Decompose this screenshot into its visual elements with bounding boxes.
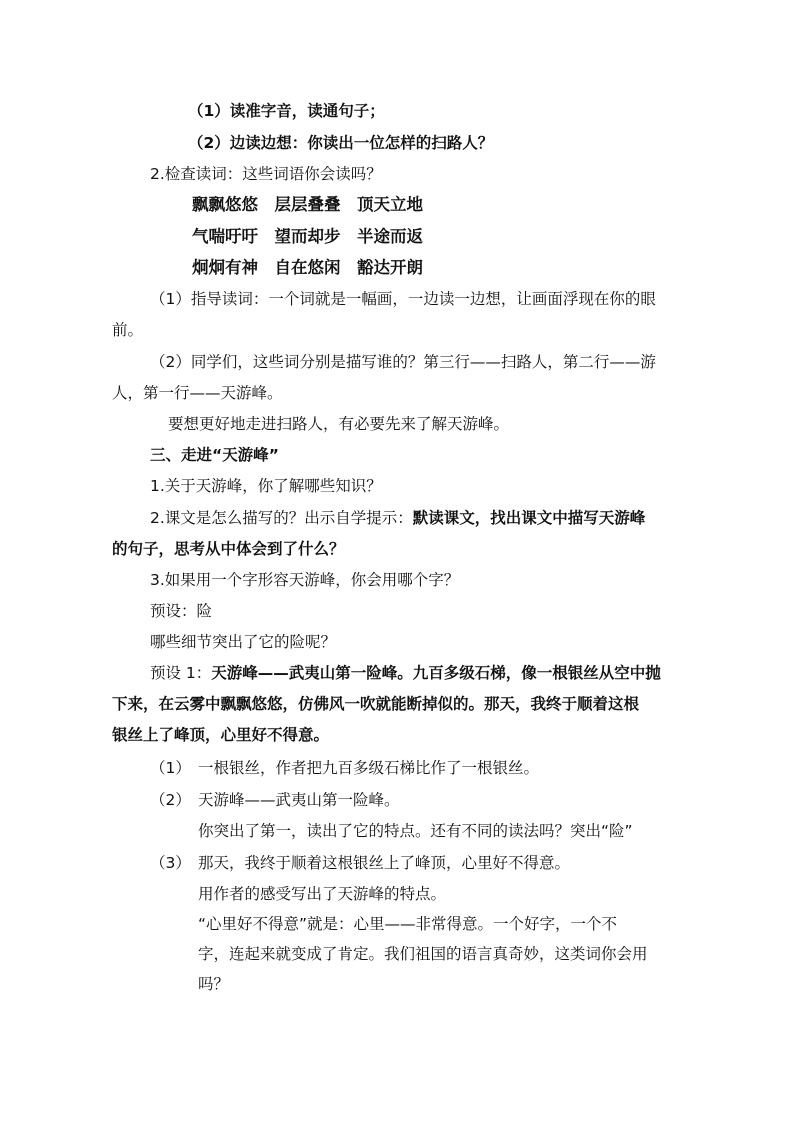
item-3-text: 那天，我终于顺着这根银丝上了峰顶，心里好不得意。: [198, 854, 571, 872]
item-3-number: （3）: [150, 854, 191, 872]
guide-reading-line-2: 前。: [112, 321, 144, 339]
item-2-number: （2）: [150, 791, 191, 809]
word-row-2: 气喘吁吁 望而却步 半途而返: [192, 227, 423, 246]
preset-1-quote: 天游峰——武夷山第一险峰。九百多级石梯，像一根银丝从空中抛: [211, 664, 661, 682]
words-describe-line-2: 人，第一行——天游峰。: [112, 384, 283, 402]
question-1: 1.关于天游峰，你了解哪些知识？: [150, 477, 382, 495]
preset-answer: 预设：险: [150, 602, 213, 620]
question-2-line-2: 的句子，思考从中体会到了什么？: [112, 540, 345, 558]
item-1-text: 一根银丝，作者把九百多级石梯比作了一根银丝。: [198, 759, 540, 777]
item-3-comment: 用作者的感受写出了天游峰的特点。: [198, 885, 447, 903]
preset-1-line-3: 银丝上了峰顶，心里好不得意。: [112, 726, 330, 744]
question-3: 3.如果用一个字形容天游峰，你会用哪个字？: [150, 571, 460, 589]
item-1-number: （1）: [150, 759, 191, 777]
preset-1-label: 预设 1：: [150, 664, 212, 682]
details-question: 哪些细节突出了它的险呢？: [150, 633, 337, 651]
explanation-line-3: 吗？: [198, 975, 230, 993]
self-study-hint: 默读课文，找出课文中描写天游峰: [412, 509, 646, 527]
question-2-prompt: 2.课文是怎么描写的？出示自学提示：: [150, 509, 413, 527]
item-2-comment: 你突出了第一，读出了它的特点。还有不同的读法吗？突出“险”: [198, 822, 633, 840]
preset-1-line-2: 下来，在云雾中飘飘悠悠，仿佛风一吹就能断掉似的。那天，我终于顺着这根: [112, 695, 640, 713]
words-describe-line-1: （2）同学们，这些词分别是描写谁的？第三行——扫路人，第二行——游: [150, 353, 656, 371]
explanation-line-2: 字，连起来就变成了肯定。我们祖国的语言真奇妙，这类词你会用: [198, 945, 648, 963]
transition-sentence: 要想更好地走进扫路人，有必要先来了解天游峰。: [168, 415, 510, 433]
question-2-line-1: [150, 507, 645, 529]
item-2-text: 天游峰——武夷山第一险峰。: [198, 791, 400, 809]
guide-reading-line-1: （1）指导读词：一个词就是一幅画，一边读一边想，让画面浮现在你的眼: [150, 290, 656, 308]
section-heading-3: 三、走进“天游峰”: [150, 446, 279, 464]
preset-1-line-1: [150, 662, 661, 684]
word-row-3: 炯炯有神 自在悠闲 豁达开朗: [192, 258, 423, 277]
step-2-read-and-think: （2）边读边想：你读出一位怎样的扫路人？: [188, 134, 494, 152]
explanation-line-1: “心里好不得意”就是：心里——非常得意。一个好字，一个不: [198, 915, 618, 933]
word-row-1: 飘飘悠悠 层层叠叠 顶天立地: [192, 195, 423, 214]
check-word-reading: 2.检查读词：这些词语你会读吗？: [150, 165, 382, 183]
step-1-read-accurately: （1）读准字音，读通句子；: [188, 102, 385, 120]
